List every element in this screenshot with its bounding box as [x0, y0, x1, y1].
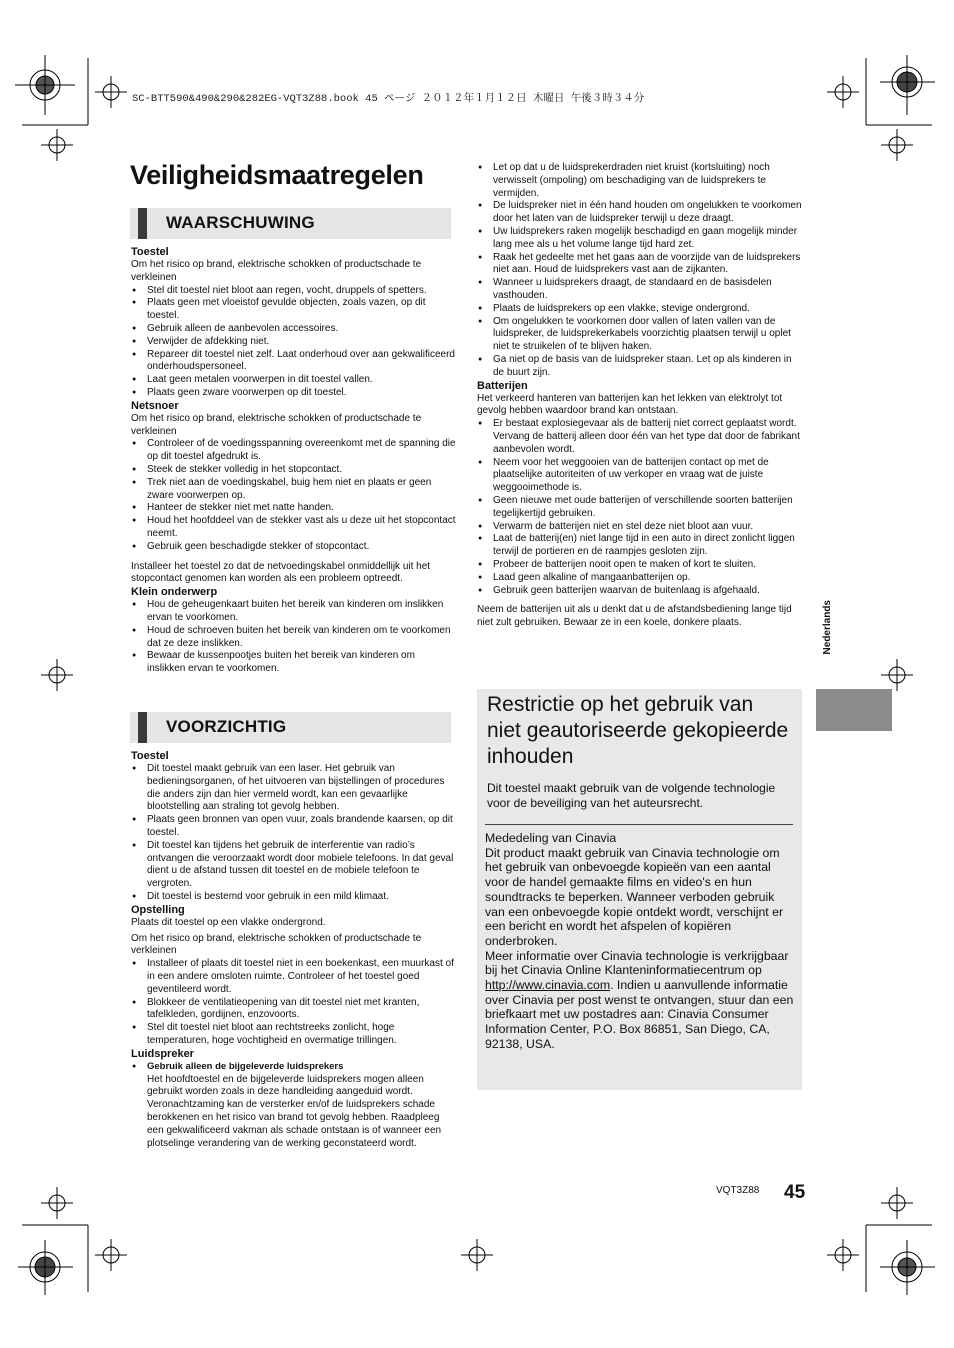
list-item: ● Hanteer de stekker niet met natte handen. — [131, 502, 456, 515]
list-item: ● Houd de schroeven buiten het bereik van kinderen om te voorkomen dat ze deze inslikken. — [131, 625, 456, 651]
list-item: ● Dit toestel kan tijdens het gebruik de interferentie van radio’s ontvangen die veroorzaakt wordt door mobiele telefoons. In dat geval dient u de afstand tussen dit toestel en de mobiele telefoon te vergroten. — [131, 840, 456, 891]
opstelling-subheading: Opstelling — [131, 903, 185, 916]
list-item: ● Houd het hoofddeel van de stekker vast als u deze uit het stopcontact neemt. — [131, 515, 456, 541]
opstelling-line: Plaats dit toestel op een vlakke ondergrond. — [131, 916, 326, 928]
list-item: ● Wanneer u luidsprekers draagt, de standaard en de basisdelen vasthouden. — [477, 277, 802, 303]
list-item: ● Ga niet op de basis van de luidspreker staan. Let op als kinderen in de buurt zijn. — [477, 354, 802, 380]
page-title: Veiligheidsmaatregelen — [130, 160, 424, 190]
list-item: ● Laat de batterij(en) niet lange tijd in een auto in direct zonlicht liggen terwijl de portieren en de raampjes gesloten zijn. — [477, 533, 802, 559]
list-item: ● Plaats de luidsprekers op een vlakke, stevige ondergrond. — [477, 303, 802, 316]
list-item: ● Verwijder de afdekking niet. — [131, 336, 456, 349]
netsnoer-subheading: Netsnoer — [131, 399, 179, 412]
restriction-box — [477, 689, 802, 1090]
list-item: ● Controleer of de voedingsspanning overeenkomt met de spanning die op dit toestel afgedrukt is. — [131, 438, 456, 464]
cinavia-para-2-rest: . Indien u aanvullende informatie over Cinavia per post wenst te ontvangen, stuur dan een briefkaart met uw postadres aan: Cinavia Consumer Information Center, P.O. Box 86851, San Diego, CA, 92138, USA. — [485, 978, 794, 1051]
klein-subheading: Klein onderwerp — [131, 586, 218, 599]
toestel-intro: Om het risico op brand, elektrische schokken of productschade te verkleinen — [131, 259, 422, 283]
klein-list — [131, 599, 456, 676]
list-item: ● Installeer of plaats dit toestel niet in een boekenkast, een muurkast of in een andere omsloten ruimte. Controleer of het toestel goed geventileerd wordt. — [131, 958, 456, 996]
cinavia-para-2-text: Meer informatie over Cinavia technologie is verkrijgbaar bij het Cinavia Online Klanteninformatiecentrum op — [485, 948, 789, 978]
language-side-label: Nederlands — [822, 600, 833, 655]
cinavia-heading: Mededeling van Cinavia — [485, 831, 617, 845]
list-item: ● Gebruik geen batterijen waarvan de buitenlaag is afgehaald. — [477, 585, 802, 598]
left-column-caution — [131, 750, 456, 1150]
batterijen-list — [477, 418, 802, 597]
list-item: ● Dit toestel maakt gebruik van een laser. Het gebruik van bedieningsorganen, of het uitvoeren van bijstellingen of procedures die anders zijn dan hier vermeld wordt, kan een gevaarlijke blootstelling aan straling tot gevolg hebben. — [131, 763, 456, 814]
divider — [485, 824, 793, 825]
warning-heading: WAARSCHUWING — [166, 213, 315, 232]
cinavia-para-2 — [485, 949, 795, 1052]
batterijen-note: Neem de batterijen uit als u denkt dat u de afstandsbediening lange tijd niet zult gebruiken. Bewaar ze in een koele, donkere plaats. — [477, 604, 792, 629]
restriction-title: Restrictie op het gebruik van niet geautoriseerde gekopieerde inhouden — [487, 693, 789, 768]
caution-heading: VOORZICHTIG — [166, 717, 287, 736]
right-column — [477, 162, 802, 630]
left-column-warning — [131, 246, 456, 676]
list-item: ● Stel dit toestel niet bloot aan regen, vocht, druppels of spetters. — [131, 285, 456, 298]
netsnoer-intro: Om het risico op brand, elektrische schokken of productschade te verkleinen — [131, 412, 422, 437]
netsnoer-list — [131, 438, 456, 553]
list-item: ● Plaats geen zware voorwerpen op dit toestel. — [131, 387, 456, 400]
list-item: ● Uw luidsprekers raken mogelijk beschadigd en gaan mogelijk minder lang mee als u het volume lange tijd hard zet. — [477, 226, 802, 252]
list-item: ● Hou de geheugenkaart buiten het bereik van kinderen om inslikken ervan te voorkomen. — [131, 599, 456, 625]
page-code: VQT3Z88 — [716, 1185, 760, 1196]
toestel-subheading: Toestel — [131, 246, 169, 258]
list-item: ● De luidspreker niet in één hand houden om ongelukken te voorkomen door het laten van de luidspreker terwijl u deze draagt. — [477, 200, 802, 226]
list-item: ● Laat geen metalen voorwerpen in dit toestel vallen. — [131, 374, 456, 387]
list-item: ● Plaats geen met vloeistof gevulde objecten, zoals vazen, op dit toestel. — [131, 297, 456, 323]
cinavia-para-1: Dit product maakt gebruik van Cinavia technologie om het gebruik van onbevoegde kopieën van een aantal voor de handel gemaakte films en video's en hun soundtracks te beperken. Wanneer verboden gebruik van een onbevoegde kopie ontdekt wordt, verschijnt er een bericht en wordt het afspelen of kopiëren onderbroken. — [485, 845, 784, 948]
section-marker — [138, 208, 147, 239]
caution-section-header — [130, 712, 451, 743]
list-item: ● Let op dat u de luidsprekerdraden niet kruist (kortsluiting) noch verwisselt (ompoling) om beschadiging van de luidsprekers te vermijden. — [477, 162, 802, 200]
list-item: ● Steek de stekker volledig in het stopcontact. — [131, 464, 456, 477]
speaker-list — [477, 162, 802, 380]
opstelling-intro: Om het risico op brand, elektrische schokken of productschade te verkleinen — [131, 932, 422, 957]
warning-section-header — [130, 208, 451, 239]
cinavia-link[interactable]: http://www.cinavia.com — [485, 978, 611, 993]
opstelling-list — [131, 958, 456, 1048]
list-item: ● Repareer dit toestel niet zelf. Laat onderhoud over aan gekwalificeerd onderhoudspersoneel. — [131, 349, 456, 375]
language-tab-block — [816, 689, 892, 731]
cinavia-notice — [485, 831, 795, 1052]
list-item — [131, 1061, 456, 1151]
list-item: ● Laad geen alkaline of mangaanbatterijen op. — [477, 572, 802, 585]
luidspreker-bold-item: Gebruik alleen de bijgeleverde luidsprekers — [147, 1060, 344, 1072]
list-item: ● Om ongelukken te voorkomen door vallen of laten vallen van de luidspreker, de luidsprekerkabels voorzichtig plaatsen terwijl u oplet niet te struikelen of te blijven haken. — [477, 316, 802, 354]
restriction-intro: Dit toestel maakt gebruik van de volgende technologie voor de beveiliging van het auteursrecht. — [487, 781, 776, 810]
batterijen-subheading: Batterijen — [477, 379, 528, 392]
list-item: ● Er bestaat explosiegevaar als de batterij niet correct geplaatst wordt. Vervang de batterij alleen door één van het type dat door de fabrikant aanbevolen wordt. — [477, 418, 802, 456]
luidspreker-text: Het hoofdtoestel en de bijgeleverde luidsprekers mogen alleen gebruikt worden zoals in deze handleiding aangeduid wordt. Veronachtzaming kan de versterker en/of de luidsprekers schade berokkenen en het risico van brand tot gevolg hebben. Raadpleeg een gekwalificeerd vakman als schade ontstaan is of wanneer een plotselinge verandering van de werking geconstateerd wordt. — [147, 1073, 442, 1149]
page-number: 45 — [784, 1182, 806, 1203]
netsnoer-note: Installeer het toestel zo dat de netvoedingskabel onmiddellijk uit het stopcontact genomen kan worden als een probleem optreedt. — [131, 560, 431, 585]
print-header-line: SC-BTT590&490&290&282EG-VQT3Z88.book 45 ページ ２０１２年１月１２日 木曜日 午後３時３４分 — [132, 93, 645, 105]
list-item: ● Gebruik alleen de aanbevolen accessoires. — [131, 323, 456, 336]
batterijen-intro: Het verkeerd hanteren van batterijen kan het lekken van elektrolyt tot gevolg hebben waardoor brand kan ontstaan. — [477, 392, 783, 417]
list-item: ● Raak het gedeelte met het gaas aan de voorzijde van de luidsprekers niet aan. Houd de luidsprekers vast aan de zijkanten. — [477, 252, 802, 278]
caution-toestel-list — [131, 763, 456, 904]
list-item: ● Blokkeer de ventilatieopening van dit toestel niet met kranten, tafelkleden, gordijnen, enzovoorts. — [131, 997, 456, 1023]
list-item: ● Stel dit toestel niet bloot aan rechtstreeks zonlicht, hoge temperaturen, hoge vochtigheid en overmatige trillingen. — [131, 1022, 456, 1048]
caution-toestel-subheading: Toestel — [131, 750, 169, 762]
list-item: ● Gebruik geen beschadigde stekker of stopcontact. — [131, 541, 456, 554]
list-item: ● Geen nieuwe met oude batterijen of verschillende soorten batterijen tegelijkertijd gebruiken. — [477, 495, 802, 521]
luidspreker-list — [131, 1061, 456, 1151]
list-item: ● Trek niet aan de voedingskabel, buig hem niet en plaats er geen zware voorwerpen op. — [131, 477, 456, 503]
section-marker — [138, 712, 147, 743]
list-item: ● Dit toestel is bestemd voor gebruik in een mild klimaat. — [131, 891, 456, 904]
list-item: ● Bewaar de kussenpootjes buiten het bereik van kinderen om inslikken ervan te voorkomen. — [131, 650, 456, 676]
luidspreker-subheading: Luidspreker — [131, 1047, 194, 1060]
list-item: ● Neem voor het weggooien van de batterijen contact op met de plaatselijke autoriteiten of uw verkoper en vraag wat de juiste weggooimethode is. — [477, 457, 802, 495]
toestel-list — [131, 285, 456, 400]
list-item: ● Probeer de batterijen nooit open te maken of kort te sluiten. — [477, 559, 802, 572]
list-item: ● Plaats geen bronnen van open vuur, zoals brandende kaarsen, op dit toestel. — [131, 814, 456, 840]
list-item: ● Verwarm de batterijen niet en stel deze niet bloot aan vuur. — [477, 521, 802, 534]
